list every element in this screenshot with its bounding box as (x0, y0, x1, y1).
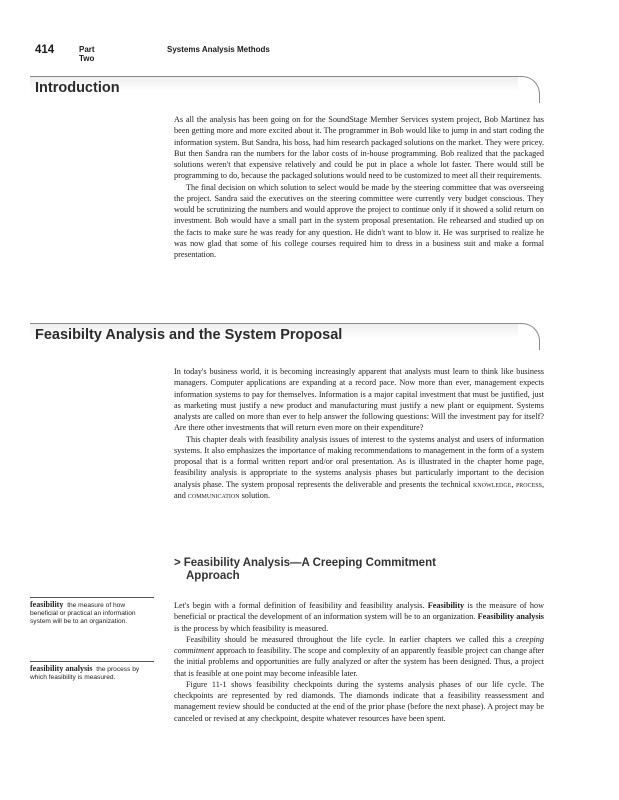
feasibility-heading-band (30, 323, 540, 351)
feasibility-term: Feasibility (427, 601, 465, 610)
feasibility-paragraph-2: This chapter deals with feasibility analysis issues of interest to the systems analyst and users of information systems. It also emphasizes the importance of making recommendations to management in the form of a system proposal that is a formal written report and/or oral presentation. As is illustrated in the chapter home page, feasibility analysis is appropriate to the systems analysis phases but particularly important to the decision analysis phase. The system proposal represents the deliverable and presents the technical knowledge, process, and communication solution. (174, 434, 544, 500)
introduction-paragraph-1: As all the analysis has been going on for the SoundStage Member Services system project, Bob Martinez has been getting more and more excited about it. The programmer in Bob would like to jump in and start coding the information system. But Sandra, his boss, had him research packaged solutions on the market. They were pricey. But then Sandra ran the numbers for the labor costs of in-house programming. Bob realized that the packaged solutions weren't that expensive relatively and could be put in place a whole lot faster. There would still be programming to do, because the packaged solutions would need to be customized to meet all their requirements. (174, 115, 544, 181)
page-number: 414 (35, 44, 55, 56)
introduction-paragraph-2: The final decision on which solution to select would be made by the steering committee that was overseeing the project. Sandra said the executives on the steering committee were currently very budget conscious. They would be scrutinizing the numbers and would approve the project to continue only if it showed a solid return on investment. Bob would have a small part in the system proposal presentation. He rehearsed and studied up on the facts to make sure he was ready for any question. He didn't want to blow it. He was surprised to realize he was now glad that some of his college courses required him to dress in a business suit and make a formal presentation. (174, 182, 544, 259)
introduction-body (174, 114, 544, 260)
creeping-paragraph-1: Let's begin with a formal definition of feasibility and feasibility analysis. Feasibility is the measure of how beneficial or practical the development of an information system will be to an organization. Feasibility analysis is the process by which feasibility is measured. (174, 601, 544, 633)
communication-term: communication (187, 490, 240, 500)
knowledge-term: knowledge (473, 479, 512, 489)
feasibility-paragraph-1: In today's business world, it is becoming increasingly apparent that analysts must learn to think like business managers. Computer applications are expanding at a record pace. Now more than ever, management expects information systems to pay for themselves. Information is a major capital investment that must be justified, just as marketing must justify a new product and manufacturing must justify a new plant or equipment. Systems analysts are called on more than ever to help answer the following questions: Will the investment pay for itself? Are there other investments that will return even more on their expenditure? (174, 367, 544, 433)
margin-definition: the process by which feasibility is measured. (30, 666, 140, 681)
creeping-paragraph-3: Figure 11-1 shows feasibility checkpoints during the systems analysis phases of our life cycle. The checkpoints are represented by red diamonds. The diamonds indicate that a feasibility reassessment and management review should be conducted at the end of the prior phase (before the next phase). A project may be canceled or revised at any checkpoint, despite whatever resources have been spent. (174, 679, 544, 723)
introduction-heading-band (30, 76, 540, 104)
margin-term: feasibility analysis (30, 664, 93, 673)
margin-note-feasibility (30, 597, 154, 626)
part-label: Part Two (79, 45, 95, 63)
margin-note-feasibility-analysis (30, 661, 154, 682)
introduction-heading: Introduction (35, 80, 120, 96)
margin-term: feasibility (30, 600, 64, 609)
section-label: Systems Analysis Methods (167, 45, 270, 54)
feasibility-section-heading: Feasibilty Analysis and the System Proposal (35, 327, 343, 343)
creeping-commitment-heading: > Feasibility Analysis—A Creeping Commitment Approach (174, 557, 436, 582)
process-term: process (515, 479, 542, 489)
creeping-commitment-body (174, 600, 544, 724)
chevron-right-icon: > (174, 557, 181, 569)
feasibility-analysis-term: Feasibility analysis (477, 612, 544, 622)
creeping-paragraph-2: Feasibility should be measured throughout the life cycle. In earlier chapters we called this a creeping commitment approach to feasibility. The scope and complexity of an apparently feasible project can change after the initial problems and opportunities are fully analyzed or after the system has been designed. Thus, a project that is feasible at one point may become infeasible later. (174, 634, 544, 678)
creeping-commitment-term: creeping commitment (174, 634, 544, 655)
feasibility-body (174, 366, 544, 501)
margin-definition: the measure of how beneficial or practical an information system will be to an organization. (30, 602, 136, 625)
